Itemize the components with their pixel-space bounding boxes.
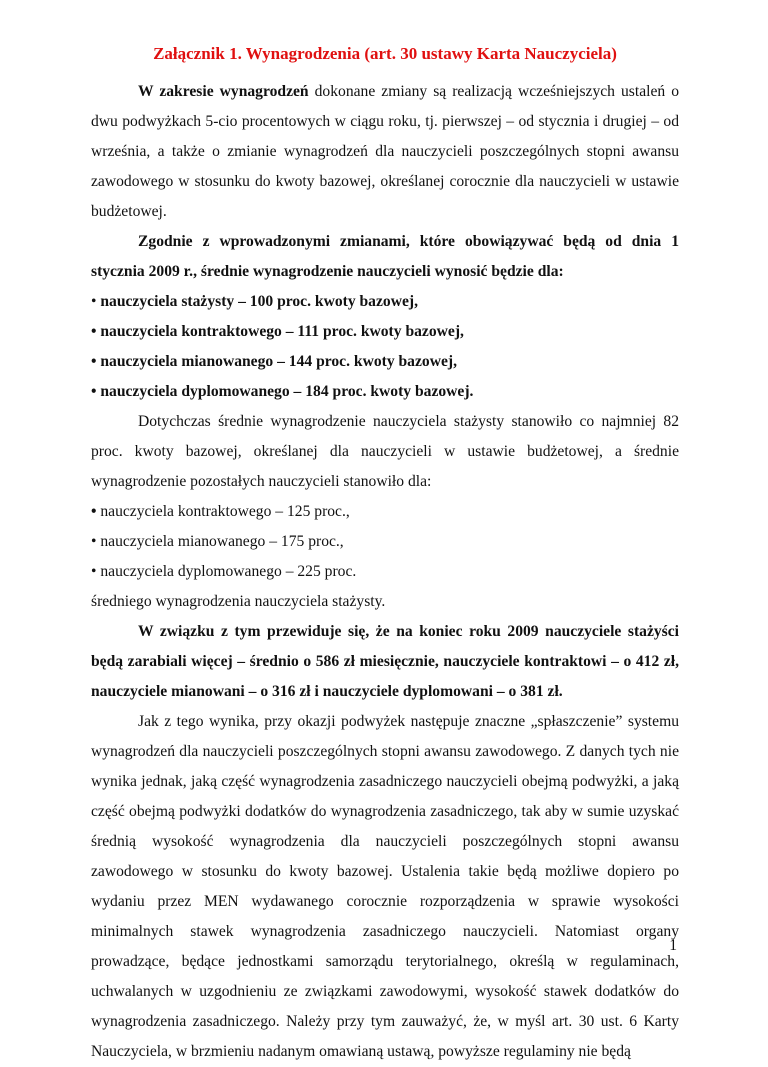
- list-item: [91, 557, 679, 587]
- list-item-text: nauczyciela kontraktowego – 125 proc.,: [96, 503, 350, 520]
- document-title: Załącznik 1. Wynagrodzenia (art. 30 ustawy Karta Nauczyciela): [153, 44, 617, 63]
- bullet-glyph: •: [91, 383, 97, 400]
- list-item: [91, 377, 679, 407]
- paragraph-new-rates-lead: Zgodnie z wprowadzonymi zmianami, które obowiązywać będą od dnia 1 stycznia 2009 r., średnie wynagrodzenie nauczycieli wynosić będzie dla:: [91, 233, 679, 280]
- bullet-glyph: •: [91, 563, 97, 580]
- paragraph-flattening: Jak z tego wynika, przy okazji podwyżek następuje znaczne „spłaszczenie” systemu wynagrodzeń dla nauczycieli poszczególnych stopni awansu zawodowego. Z danych tych nie wynika jednak, jaką część wynagrodzenia zasadniczego nauczycieli obejmą podwyżki, a jaką część obejmą podwyżki dodatków do wynagrodzenia zasadniczego, tak aby w sumie uzyskać średnią wysokość wynagrodzenia dla nauczycieli poszczególnych stopni awansu zawodowego w stosunku do kwoty bazowej. Ustalenia takie będą możliwe dopiero po wydaniu przez MEN wydawanego corocznie rozporządzenia w sprawie wysokości minimalnych stawek wynagrodzenia zasadniczego nauczycieli. Natomiast organy prowadzące, będące jednostkami samorządu terytorialnego, określą w regulaminach, uchwalanych w uzgodnieniu ze związkami zawodowymi, wysokość stawek dodatków do wynagrodzenia zasadniczego. Należy przy tym zauważyć, że, w myśl art. 30 ust. 6 Karty Nauczyciela, w brzmieniu nadanym omawianą ustawą, powyższe regulaminy nie będą: [91, 713, 679, 1060]
- list-item-text: nauczyciela dyplomowanego – 225 proc.: [96, 563, 357, 580]
- paragraph-intro: [91, 77, 679, 227]
- list-item: [91, 317, 679, 347]
- list-item: [91, 527, 679, 557]
- bullet-glyph: •: [91, 503, 97, 520]
- bullet-glyph: •: [91, 323, 97, 340]
- bullet-glyph: •: [91, 533, 97, 550]
- list-item-text: nauczyciela stażysty – 100 proc. kwoty bazowej,: [96, 293, 418, 310]
- list-item: [91, 497, 679, 527]
- intro-bold-lead: W zakresie wynagrodzeń: [138, 83, 309, 100]
- intro-text: dokonane zmiany są realizacją wcześniejszych ustaleń o dwu podwyżkach 5-cio procentowych w ciągu roku, tj. pierwszej – od stycznia i drugiej – od września, a także o zmianie wynagrodzeń dla nauczycieli poszczególnych stopni awansu zawodowego w stosunku do kwoty bazowej, określanej corocznie dla nauczycieli w ustawie budżetowej.: [91, 83, 679, 220]
- bullet-glyph: •: [91, 353, 97, 370]
- old-rates-list: [91, 497, 679, 587]
- list-item-text: nauczyciela kontraktowego – 111 proc. kwoty bazowej,: [96, 323, 464, 340]
- list-item-text: nauczyciela mianowanego – 144 proc. kwoty bazowej,: [96, 353, 457, 370]
- paragraph-previous-rates: Dotychczas średnie wynagrodzenie nauczyciela stażysty stanowiło co najmniej 82 proc. kwoty bazowej, określanej dla nauczycieli w ustawie budżetowej, a średnie wynagrodzenie pozostałych nauczycieli stanowiło dla:: [91, 413, 679, 490]
- list-item-text: nauczyciela dyplomowanego – 184 proc. kwoty bazowej.: [96, 383, 474, 400]
- document-page: [91, 40, 679, 1067]
- list-item-text: nauczyciela mianowanego – 175 proc.,: [96, 533, 344, 550]
- paragraph-forecast: W związku z tym przewiduje się, że na koniec roku 2009 nauczyciele stażyści będą zarabiali więcej – średnio o 586 zł miesięcznie, nauczyciele kontraktowi – o 412 zł, nauczyciele mianowani – o 316 zł i nauczyciele dyplomowani – o 381 zł.: [91, 623, 679, 700]
- page-number: 1: [669, 937, 677, 954]
- list-item: [91, 287, 679, 317]
- bullet-glyph: •: [91, 293, 97, 310]
- list-item: [91, 347, 679, 377]
- new-rates-list: [91, 287, 679, 407]
- paragraph-previous-rates-tail: średniego wynagrodzenia nauczyciela stażysty.: [91, 593, 386, 610]
